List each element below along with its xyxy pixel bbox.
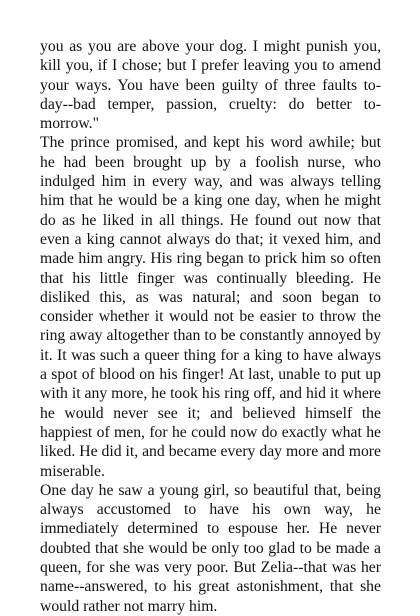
- paragraph-prince-ring: The prince promised, and kept his word awhile; but he had been brought up by a foolish nurse, who indulged him in every way, and was always telling him that he would be a king one day, when he might do as he liked in all things. He found out now that even a king cannot always do that; it vexed him, and made him angry. His ring began to prick him so often that his little finger was continually bleeding. He disliked this, as was natural; and soon began to consider whether it would not be easier to throw the ring away altogether than to be constantly annoyed by it. It was such a queer thing for a king to have always a spot of blood on his finger! At last, unable to put up with it any more, he took his ring off, and hid it where he would never see it; and believed himself the happiest of men, for he could now do exactly what he liked. He did it, and became every day more and more miserable.: [40, 134, 381, 480]
- paragraph-continuation: you as you are above your dog. I might punish you, kill you, if I chose; but I prefer leaving you to amend your ways. You have been guilty of three faults to-day--bad temper, passion, cruelty: do better to-morrow.": [40, 38, 381, 133]
- page-text: [40, 37, 381, 616]
- paragraph-zelia: One day he saw a young girl, so beautiful that, being always accustomed to have his own way, he immediately determined to espouse her. He never doubted that she would be only too glad to be made a queen, for she was very poor. But Zelia--that was her name--answered, to his great astonishment, that she would rather not marry him.: [40, 481, 381, 615]
